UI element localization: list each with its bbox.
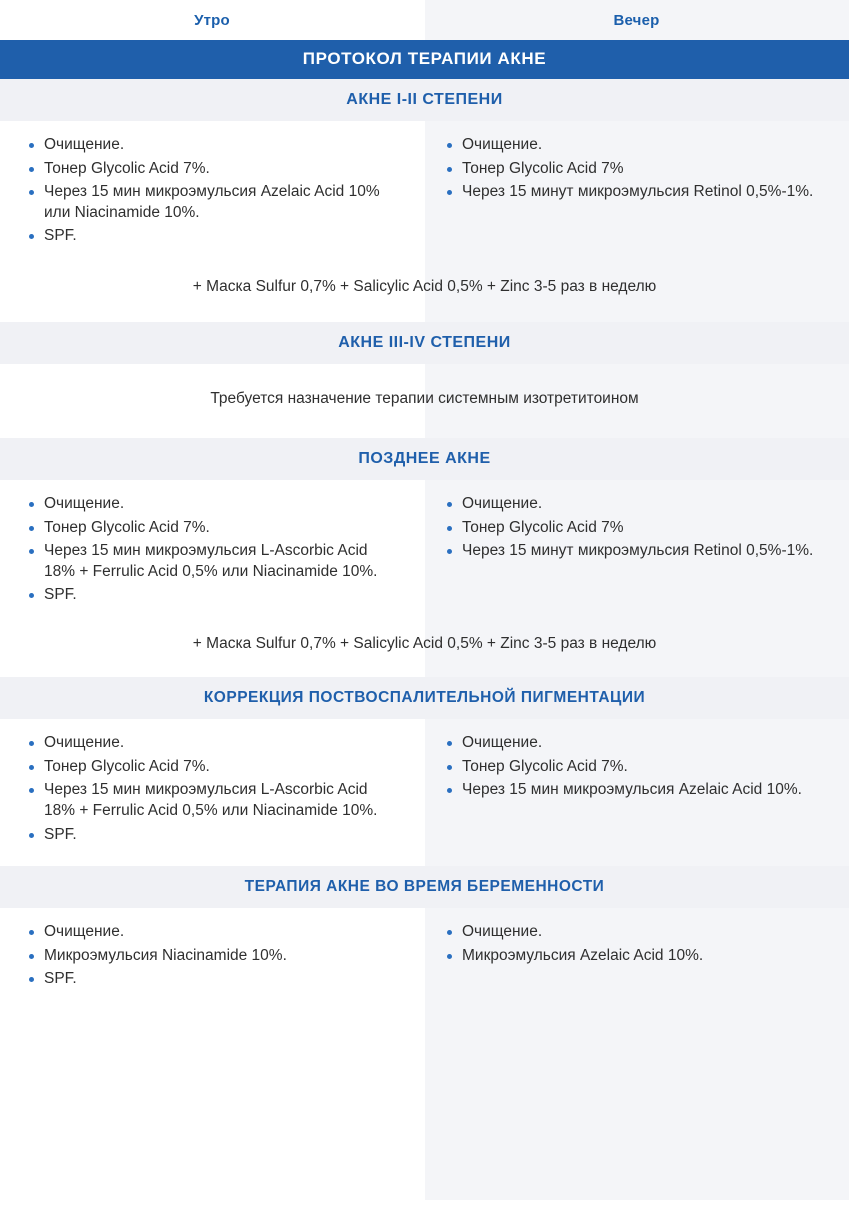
- section-heading-acne-3-4: АКНЕ III-IV СТЕПЕНИ: [0, 322, 849, 364]
- list-item: Тонер Glycolic Acid 7%.: [26, 159, 398, 180]
- page-bottom-filler: [0, 1003, 849, 1213]
- list-item: Микроэмульсия Niacinamide 10%.: [26, 946, 398, 967]
- systemic-therapy-note: Требуется назначение терапии системным изотретитоином: [210, 390, 639, 408]
- morning-column-header: Утро: [194, 11, 230, 29]
- evening-routine-pih: [424, 719, 849, 858]
- section-body-pregnancy: [0, 908, 849, 1003]
- section-body-late-acne: [0, 480, 849, 619]
- morning-routine-acne-1-2: [0, 121, 424, 260]
- section-body-acne-1-2: [0, 121, 849, 260]
- list-item: SPF.: [26, 969, 398, 990]
- page-title: ПРОТОКОЛ ТЕРАПИИ АКНЕ: [0, 40, 849, 79]
- list-item: Очищение.: [444, 135, 823, 156]
- list-item: Микроэмульсия Azelaic Acid 10%.: [444, 946, 823, 967]
- column-header-row: [0, 0, 849, 40]
- section-heading-pregnancy: ТЕРАПИЯ АКНЕ ВО ВРЕМЯ БЕРЕМЕННОСТИ: [0, 866, 849, 908]
- list-item: SPF.: [26, 226, 398, 247]
- section-heading-late-acne: ПОЗДНЕЕ АКНЕ: [0, 438, 849, 480]
- list-item: Очищение.: [26, 135, 398, 156]
- list-item: Очищение.: [26, 494, 398, 515]
- list-item: Тонер Glycolic Acid 7%: [444, 159, 823, 180]
- list-item: Очищение.: [444, 922, 823, 943]
- morning-routine-late-acne: [0, 480, 424, 619]
- list-item: Тонер Glycolic Acid 7%.: [444, 757, 823, 778]
- section-body-pih: [0, 719, 849, 858]
- list-item: Тонер Glycolic Acid 7%: [444, 518, 823, 539]
- list-item: SPF.: [26, 585, 398, 606]
- list-item: Тонер Glycolic Acid 7%.: [26, 518, 398, 539]
- list-item: Через 15 минут микроэмульсия Retinol 0,5%-1%.: [444, 182, 823, 203]
- list-item: Очищение.: [26, 922, 398, 943]
- list-item: Через 15 минут микроэмульсия Retinol 0,5%-1%.: [444, 541, 823, 562]
- mask-note-late-acne: + Маска Sulfur 0,7% + Salicylic Acid 0,5% + Zinc 3-5 раз в неделю: [192, 635, 657, 653]
- section-heading-acne-1-2: АКНЕ I-II СТЕПЕНИ: [0, 79, 849, 121]
- evening-routine-late-acne: [424, 480, 849, 619]
- list-item: Тонер Glycolic Acid 7%.: [26, 757, 398, 778]
- evening-column-header: Вечер: [613, 11, 660, 29]
- mask-note-acne-1-2: + Маска Sulfur 0,7% + Salicylic Acid 0,5% + Zinc 3-5 раз в неделю: [192, 278, 657, 296]
- list-item: SPF.: [26, 825, 398, 846]
- list-item: Очищение.: [444, 494, 823, 515]
- section-heading-pih: КОРРЕКЦИЯ ПОСТВОСПАЛИТЕЛЬНОЙ ПИГМЕНТАЦИИ: [0, 677, 849, 719]
- list-item: Через 15 мин микроэмульсия Azelaic Acid 10%.: [444, 780, 823, 801]
- list-item: Очищение.: [444, 733, 823, 754]
- morning-routine-pregnancy: [0, 908, 424, 1003]
- list-item: Очищение.: [26, 733, 398, 754]
- evening-routine-acne-1-2: [424, 121, 849, 260]
- list-item: Через 15 мин микроэмульсия L-Ascorbic Acid 18% + Ferrulic Acid 0,5% или Niacinamide 10%.: [26, 541, 398, 582]
- morning-routine-pih: [0, 719, 424, 858]
- list-item: Через 15 мин микроэмульсия Azelaic Acid 10% или Niacinamide 10%.: [26, 182, 398, 223]
- evening-routine-pregnancy: [424, 908, 849, 1003]
- list-item: Через 15 мин микроэмульсия L-Ascorbic Acid 18% + Ferrulic Acid 0,5% или Niacinamide 10%.: [26, 780, 398, 821]
